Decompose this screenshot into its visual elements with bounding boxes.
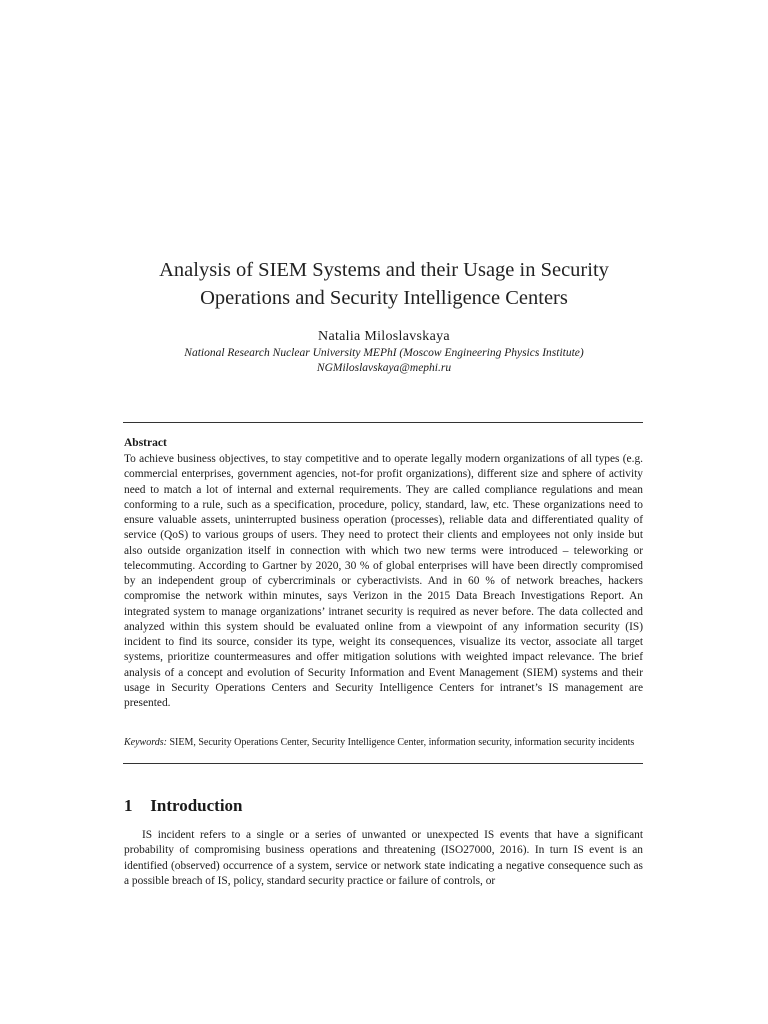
abstract-bottom-rule bbox=[123, 763, 643, 764]
author-name: Natalia Miloslavskaya bbox=[318, 329, 450, 344]
introduction-text: IS incident refers to a single or a series of unwanted or unexpected IS events that have a significant probability of compromising business operations and threatening (ISO27000, 2016). In turn IS event is an identified (observed) occurrence of a system, service or network state indicating a negative consequence such as a possible breach of IS, policy, standard security practice or failure of controls, or bbox=[124, 829, 643, 887]
paper-title bbox=[100, 256, 668, 312]
author-email: NGMiloslavskaya@mephi.ru bbox=[316, 362, 452, 374]
keywords-label: Keywords: bbox=[124, 737, 167, 748]
paper-title-line-2: Operations and Security Intelligence Centers bbox=[200, 287, 568, 309]
section-title: Introduction bbox=[150, 796, 243, 815]
abstract-top-rule bbox=[123, 422, 643, 423]
section-number: 1 bbox=[124, 796, 133, 815]
keywords-text: SIEM, Security Operations Center, Security Intelligence Center, information security, information security incidents bbox=[169, 737, 635, 748]
author-affiliation: National Research Nuclear University MEPhI (Moscow Engineering Physics Institute) bbox=[184, 347, 584, 359]
keywords bbox=[124, 736, 643, 750]
abstract-heading: Abstract bbox=[124, 437, 167, 449]
section-heading bbox=[124, 796, 243, 816]
abstract-text: To achieve business objectives, to stay competitive and to operate legally modern organizations of all types (e.g. commercial enterprises, government agencies, not-for profit organizations), different size and sphere of activity need to match a lot of internal and external requirements. They are called compliance regulations and mean conforming to a rule, such as a specification, procedure, policy, standard, law, etc. These organizations need to ensure valuable assets, uninterrupted business operation (processes), reliable data and differentiated quality of service (QoS) to various groups of users. They need to protect their clients and employees not only inside but also outside organization itself in connection with which two new terms were introduced – teleworking or telecommuting. According to Gartner by 2020, 30 % of global enterprises will have been directly compromised by an independent group of cybercriminals or cyberactivists. And in 60 % of network breaches, hackers compromise the network within minutes, says Verizon in the 2015 Data Breach Investigations Report. An integrated system to manage organizations’ intranet security is required as never before. The data collected and analyzed within this system should be evaluated online from a viewpoint of any information security (IS) incident to find its source, consider its type, weight its consequences, visualize its vector, associate all target systems, prioritize countermeasures and offer mitigation solutions with weighted impact relevance. The brief analysis of a concept and evolution of Security Information and Event Management (SIEM) systems and their usage in Security Operations Centers and Security Intelligence Centers for intranet’s IS management are presented. bbox=[124, 453, 643, 709]
paper-title-line-1: Analysis of SIEM Systems and their Usage in Security bbox=[159, 259, 609, 281]
